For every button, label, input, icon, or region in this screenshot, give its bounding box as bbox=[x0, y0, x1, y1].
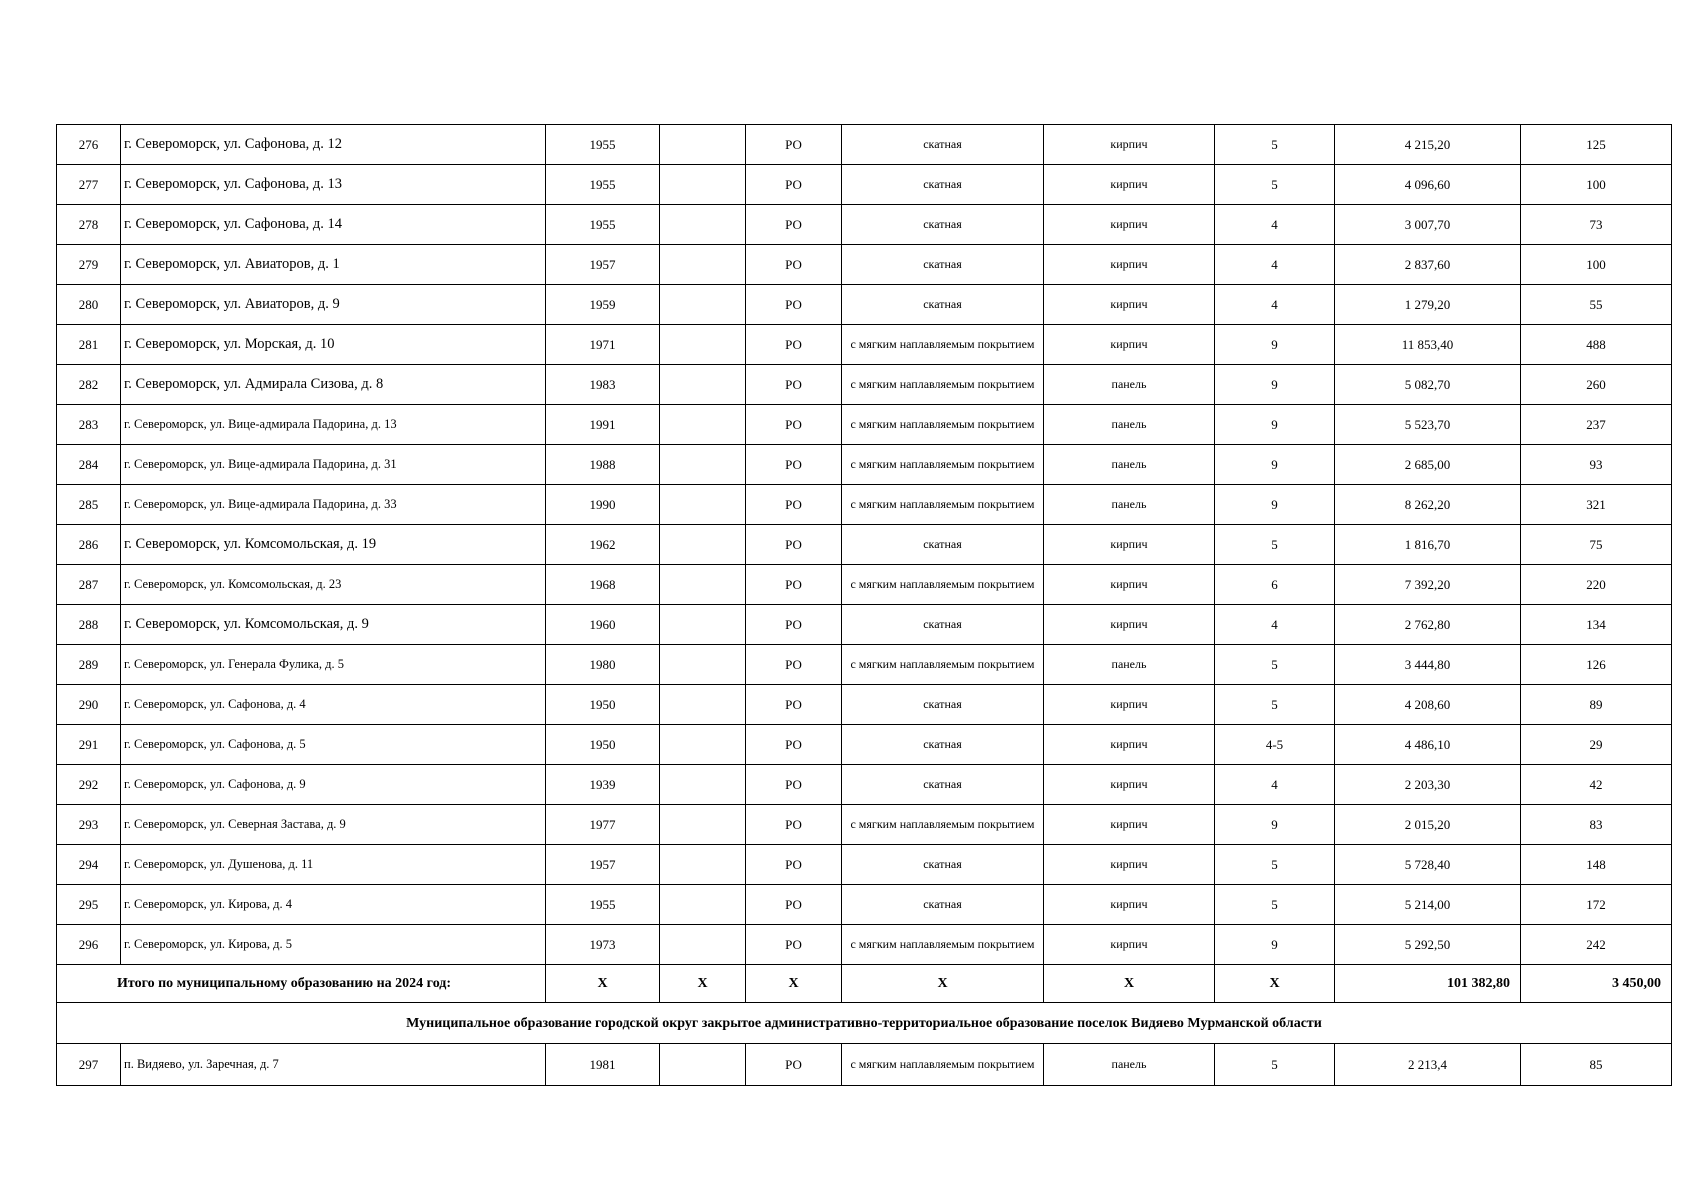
cell-number: 276 bbox=[57, 125, 121, 165]
cell-blank bbox=[660, 925, 746, 965]
table-row bbox=[57, 1044, 1672, 1086]
cell-blank bbox=[660, 845, 746, 885]
cell-floors: 9 bbox=[1215, 325, 1335, 365]
cell-number: 290 bbox=[57, 685, 121, 725]
total-residents: 3 450,00 bbox=[1521, 965, 1672, 1003]
cell-address: г. Североморск, ул. Кирова, д. 4 bbox=[121, 885, 546, 925]
cell-method: РО bbox=[746, 325, 842, 365]
cell-roof: с мягким наплавляемым покрытием bbox=[842, 325, 1044, 365]
cell-number: 284 bbox=[57, 445, 121, 485]
cell-floors: 5 bbox=[1215, 525, 1335, 565]
table-row bbox=[57, 125, 1672, 165]
cell-blank bbox=[660, 125, 746, 165]
cell-residents: 75 bbox=[1521, 525, 1672, 565]
cell-residents: 321 bbox=[1521, 485, 1672, 525]
cell-floors: 4 bbox=[1215, 605, 1335, 645]
cell-wall: панель bbox=[1044, 645, 1215, 685]
cell-floors: 9 bbox=[1215, 485, 1335, 525]
total-label: Итого по муниципальному образованию на 2024 год: bbox=[57, 965, 546, 1003]
cell-floors: 4 bbox=[1215, 245, 1335, 285]
cell-floors: 6 bbox=[1215, 565, 1335, 605]
cell-method: РО bbox=[746, 165, 842, 205]
table-row bbox=[57, 405, 1672, 445]
cell-roof: скатная bbox=[842, 725, 1044, 765]
cell-method: РО bbox=[746, 685, 842, 725]
cell-roof: с мягким наплавляемым покрытием bbox=[842, 925, 1044, 965]
cell-area: 1 279,20 bbox=[1335, 285, 1521, 325]
cell-floors: 4 bbox=[1215, 765, 1335, 805]
cell-residents: 126 bbox=[1521, 645, 1672, 685]
cell-method: РО bbox=[746, 725, 842, 765]
cell-address: г. Североморск, ул. Северная Застава, д. 9 bbox=[121, 805, 546, 845]
total-x-wall: X bbox=[1044, 965, 1215, 1003]
cell-method: РО bbox=[746, 525, 842, 565]
cell-wall: кирпич bbox=[1044, 245, 1215, 285]
cell-address: г. Североморск, ул. Авиаторов, д. 9 bbox=[121, 285, 546, 325]
cell-residents: 89 bbox=[1521, 685, 1672, 725]
cell-method: РО bbox=[746, 365, 842, 405]
cell-floors: 9 bbox=[1215, 405, 1335, 445]
cell-area: 2 203,30 bbox=[1335, 765, 1521, 805]
cell-floors: 4-5 bbox=[1215, 725, 1335, 765]
cell-residents: 83 bbox=[1521, 805, 1672, 845]
cell-address: г. Североморск, ул. Адмирала Сизова, д. 8 bbox=[121, 365, 546, 405]
table-row bbox=[57, 605, 1672, 645]
cell-area: 2 015,20 bbox=[1335, 805, 1521, 845]
cell-floors: 5 bbox=[1215, 125, 1335, 165]
cell-address: г. Североморск, ул. Вице-адмирала Падорина, д. 33 bbox=[121, 485, 546, 525]
cell-floors: 4 bbox=[1215, 285, 1335, 325]
cell-address: г. Североморск, ул. Сафонова, д. 13 bbox=[121, 165, 546, 205]
table-row bbox=[57, 165, 1672, 205]
table-row bbox=[57, 245, 1672, 285]
cell-address: п. Видяево, ул. Заречная, д. 7 bbox=[121, 1044, 546, 1086]
cell-wall: кирпич bbox=[1044, 325, 1215, 365]
cell-area: 4 208,60 bbox=[1335, 685, 1521, 725]
cell-floors: 9 bbox=[1215, 445, 1335, 485]
cell-address: г. Североморск, ул. Душенова, д. 11 bbox=[121, 845, 546, 885]
table-row bbox=[57, 685, 1672, 725]
cell-number: 283 bbox=[57, 405, 121, 445]
housing-table bbox=[56, 124, 1672, 1086]
cell-number: 279 bbox=[57, 245, 121, 285]
cell-wall: кирпич bbox=[1044, 685, 1215, 725]
cell-year: 1962 bbox=[546, 525, 660, 565]
table-row bbox=[57, 725, 1672, 765]
cell-blank bbox=[660, 445, 746, 485]
cell-blank bbox=[660, 1044, 746, 1086]
cell-floors: 5 bbox=[1215, 645, 1335, 685]
cell-floors: 9 bbox=[1215, 365, 1335, 405]
cell-number: 278 bbox=[57, 205, 121, 245]
cell-number: 293 bbox=[57, 805, 121, 845]
cell-roof: с мягким наплавляемым покрытием bbox=[842, 645, 1044, 685]
cell-year: 1973 bbox=[546, 925, 660, 965]
cell-area: 5 523,70 bbox=[1335, 405, 1521, 445]
cell-address: г. Североморск, ул. Авиаторов, д. 1 bbox=[121, 245, 546, 285]
total-area: 101 382,80 bbox=[1335, 965, 1521, 1003]
cell-year: 1968 bbox=[546, 565, 660, 605]
cell-roof: скатная bbox=[842, 165, 1044, 205]
cell-method: РО bbox=[746, 765, 842, 805]
cell-wall: панель bbox=[1044, 445, 1215, 485]
cell-roof: скатная bbox=[842, 525, 1044, 565]
cell-residents: 100 bbox=[1521, 165, 1672, 205]
cell-residents: 172 bbox=[1521, 885, 1672, 925]
cell-roof: с мягким наплавляемым покрытием bbox=[842, 485, 1044, 525]
cell-area: 3 007,70 bbox=[1335, 205, 1521, 245]
cell-wall: кирпич bbox=[1044, 845, 1215, 885]
cell-roof: с мягким наплавляемым покрытием bbox=[842, 565, 1044, 605]
cell-area: 2 213,4 bbox=[1335, 1044, 1521, 1086]
cell-year: 1977 bbox=[546, 805, 660, 845]
cell-residents: 242 bbox=[1521, 925, 1672, 965]
cell-floors: 9 bbox=[1215, 805, 1335, 845]
cell-floors: 5 bbox=[1215, 845, 1335, 885]
cell-address: г. Североморск, ул. Сафонова, д. 9 bbox=[121, 765, 546, 805]
cell-year: 1955 bbox=[546, 205, 660, 245]
cell-roof: с мягким наплавляемым покрытием bbox=[842, 805, 1044, 845]
cell-roof: скатная bbox=[842, 845, 1044, 885]
cell-number: 291 bbox=[57, 725, 121, 765]
cell-area: 5 214,00 bbox=[1335, 885, 1521, 925]
cell-wall: кирпич bbox=[1044, 885, 1215, 925]
cell-blank bbox=[660, 405, 746, 445]
cell-wall: кирпич bbox=[1044, 765, 1215, 805]
cell-year: 1950 bbox=[546, 725, 660, 765]
cell-residents: 488 bbox=[1521, 325, 1672, 365]
cell-blank bbox=[660, 325, 746, 365]
cell-wall: кирпич bbox=[1044, 565, 1215, 605]
cell-number: 281 bbox=[57, 325, 121, 365]
cell-address: г. Североморск, ул. Вице-адмирала Падорина, д. 31 bbox=[121, 445, 546, 485]
cell-year: 1971 bbox=[546, 325, 660, 365]
cell-year: 1957 bbox=[546, 245, 660, 285]
cell-number: 292 bbox=[57, 765, 121, 805]
cell-address: г. Североморск, ул. Вице-адмирала Падорина, д. 13 bbox=[121, 405, 546, 445]
cell-method: РО bbox=[746, 1044, 842, 1086]
cell-roof: с мягким наплавляемым покрытием bbox=[842, 365, 1044, 405]
cell-roof: скатная bbox=[842, 685, 1044, 725]
cell-residents: 42 bbox=[1521, 765, 1672, 805]
cell-roof: скатная bbox=[842, 205, 1044, 245]
table-row bbox=[57, 205, 1672, 245]
cell-address: г. Североморск, ул. Комсомольская, д. 23 bbox=[121, 565, 546, 605]
cell-residents: 260 bbox=[1521, 365, 1672, 405]
cell-blank bbox=[660, 765, 746, 805]
table-row bbox=[57, 765, 1672, 805]
cell-area: 5 292,50 bbox=[1335, 925, 1521, 965]
table-row bbox=[57, 805, 1672, 845]
cell-method: РО bbox=[746, 885, 842, 925]
cell-wall: кирпич bbox=[1044, 125, 1215, 165]
cell-blank bbox=[660, 285, 746, 325]
cell-year: 1980 bbox=[546, 645, 660, 685]
table-row bbox=[57, 365, 1672, 405]
cell-number: 277 bbox=[57, 165, 121, 205]
cell-residents: 93 bbox=[1521, 445, 1672, 485]
cell-year: 1957 bbox=[546, 845, 660, 885]
cell-wall: кирпич bbox=[1044, 285, 1215, 325]
cell-roof: скатная bbox=[842, 285, 1044, 325]
cell-wall: кирпич bbox=[1044, 165, 1215, 205]
cell-method: РО bbox=[746, 445, 842, 485]
cell-roof: с мягким наплавляемым покрытием bbox=[842, 1044, 1044, 1086]
cell-year: 1960 bbox=[546, 605, 660, 645]
cell-year: 1959 bbox=[546, 285, 660, 325]
cell-year: 1981 bbox=[546, 1044, 660, 1086]
cell-area: 8 262,20 bbox=[1335, 485, 1521, 525]
cell-residents: 29 bbox=[1521, 725, 1672, 765]
cell-number: 296 bbox=[57, 925, 121, 965]
cell-wall: панель bbox=[1044, 365, 1215, 405]
cell-address: г. Североморск, ул. Морская, д. 10 bbox=[121, 325, 546, 365]
cell-residents: 148 bbox=[1521, 845, 1672, 885]
cell-floors: 4 bbox=[1215, 205, 1335, 245]
table-row bbox=[57, 845, 1672, 885]
cell-area: 2 837,60 bbox=[1335, 245, 1521, 285]
cell-blank bbox=[660, 885, 746, 925]
cell-method: РО bbox=[746, 805, 842, 845]
cell-blank bbox=[660, 605, 746, 645]
cell-blank bbox=[660, 525, 746, 565]
cell-floors: 5 bbox=[1215, 685, 1335, 725]
cell-roof: скатная bbox=[842, 245, 1044, 285]
cell-roof: с мягким наплавляемым покрытием bbox=[842, 445, 1044, 485]
cell-residents: 100 bbox=[1521, 245, 1672, 285]
cell-number: 280 bbox=[57, 285, 121, 325]
total-x-method: X bbox=[746, 965, 842, 1003]
cell-blank bbox=[660, 725, 746, 765]
cell-method: РО bbox=[746, 485, 842, 525]
cell-floors: 5 bbox=[1215, 165, 1335, 205]
cell-year: 1955 bbox=[546, 885, 660, 925]
table-row bbox=[57, 285, 1672, 325]
cell-area: 7 392,20 bbox=[1335, 565, 1521, 605]
cell-number: 285 bbox=[57, 485, 121, 525]
cell-area: 11 853,40 bbox=[1335, 325, 1521, 365]
cell-roof: скатная bbox=[842, 125, 1044, 165]
table-row bbox=[57, 325, 1672, 365]
cell-number: 282 bbox=[57, 365, 121, 405]
table-row bbox=[57, 925, 1672, 965]
cell-wall: кирпич bbox=[1044, 925, 1215, 965]
section-row bbox=[57, 1003, 1672, 1044]
section-title: Муниципальное образование городской округ закрытое административно-территориальное образование поселок Видяево Мурманской области bbox=[57, 1003, 1672, 1044]
cell-method: РО bbox=[746, 125, 842, 165]
cell-roof: скатная bbox=[842, 765, 1044, 805]
cell-year: 1988 bbox=[546, 445, 660, 485]
cell-roof: скатная bbox=[842, 605, 1044, 645]
cell-method: РО bbox=[746, 605, 842, 645]
cell-number: 289 bbox=[57, 645, 121, 685]
cell-area: 5 728,40 bbox=[1335, 845, 1521, 885]
cell-number: 287 bbox=[57, 565, 121, 605]
cell-residents: 125 bbox=[1521, 125, 1672, 165]
cell-blank bbox=[660, 485, 746, 525]
table-row bbox=[57, 445, 1672, 485]
cell-address: г. Североморск, ул. Комсомольская, д. 9 bbox=[121, 605, 546, 645]
cell-blank bbox=[660, 245, 746, 285]
cell-year: 1990 bbox=[546, 485, 660, 525]
cell-method: РО bbox=[746, 205, 842, 245]
total-x-floors: X bbox=[1215, 965, 1335, 1003]
cell-floors: 5 bbox=[1215, 1044, 1335, 1086]
cell-blank bbox=[660, 365, 746, 405]
cell-area: 3 444,80 bbox=[1335, 645, 1521, 685]
cell-year: 1955 bbox=[546, 165, 660, 205]
total-x-roof: X bbox=[842, 965, 1044, 1003]
table-row bbox=[57, 645, 1672, 685]
cell-residents: 55 bbox=[1521, 285, 1672, 325]
cell-wall: панель bbox=[1044, 405, 1215, 445]
cell-address: г. Североморск, ул. Сафонова, д. 5 bbox=[121, 725, 546, 765]
total-x-year: X bbox=[546, 965, 660, 1003]
cell-year: 1955 bbox=[546, 125, 660, 165]
cell-method: РО bbox=[746, 925, 842, 965]
table-body bbox=[57, 125, 1672, 1086]
cell-floors: 9 bbox=[1215, 925, 1335, 965]
cell-area: 4 096,60 bbox=[1335, 165, 1521, 205]
cell-address: г. Североморск, ул. Сафонова, д. 12 bbox=[121, 125, 546, 165]
cell-year: 1983 bbox=[546, 365, 660, 405]
total-row bbox=[57, 965, 1672, 1003]
cell-number: 288 bbox=[57, 605, 121, 645]
cell-roof: с мягким наплавляемым покрытием bbox=[842, 405, 1044, 445]
cell-area: 5 082,70 bbox=[1335, 365, 1521, 405]
cell-area: 1 816,70 bbox=[1335, 525, 1521, 565]
cell-blank bbox=[660, 685, 746, 725]
cell-residents: 134 bbox=[1521, 605, 1672, 645]
cell-wall: панель bbox=[1044, 1044, 1215, 1086]
cell-number: 297 bbox=[57, 1044, 121, 1086]
cell-area: 2 685,00 bbox=[1335, 445, 1521, 485]
cell-residents: 73 bbox=[1521, 205, 1672, 245]
cell-method: РО bbox=[746, 645, 842, 685]
cell-method: РО bbox=[746, 565, 842, 605]
cell-residents: 85 bbox=[1521, 1044, 1672, 1086]
cell-blank bbox=[660, 645, 746, 685]
cell-residents: 220 bbox=[1521, 565, 1672, 605]
cell-year: 1950 bbox=[546, 685, 660, 725]
cell-address: г. Североморск, ул. Сафонова, д. 4 bbox=[121, 685, 546, 725]
cell-year: 1939 bbox=[546, 765, 660, 805]
cell-address: г. Североморск, ул. Генерала Фулика, д. 5 bbox=[121, 645, 546, 685]
cell-method: РО bbox=[746, 285, 842, 325]
table-row bbox=[57, 525, 1672, 565]
cell-wall: кирпич bbox=[1044, 525, 1215, 565]
cell-residents: 237 bbox=[1521, 405, 1672, 445]
cell-wall: кирпич bbox=[1044, 805, 1215, 845]
cell-year: 1991 bbox=[546, 405, 660, 445]
cell-area: 2 762,80 bbox=[1335, 605, 1521, 645]
cell-roof: скатная bbox=[842, 885, 1044, 925]
cell-number: 286 bbox=[57, 525, 121, 565]
table-row bbox=[57, 885, 1672, 925]
cell-wall: кирпич bbox=[1044, 605, 1215, 645]
cell-number: 295 bbox=[57, 885, 121, 925]
cell-method: РО bbox=[746, 245, 842, 285]
cell-address: г. Североморск, ул. Кирова, д. 5 bbox=[121, 925, 546, 965]
cell-wall: кирпич bbox=[1044, 725, 1215, 765]
cell-area: 4 215,20 bbox=[1335, 125, 1521, 165]
cell-area: 4 486,10 bbox=[1335, 725, 1521, 765]
cell-blank bbox=[660, 165, 746, 205]
cell-address: г. Североморск, ул. Сафонова, д. 14 bbox=[121, 205, 546, 245]
cell-blank bbox=[660, 805, 746, 845]
cell-floors: 5 bbox=[1215, 885, 1335, 925]
table-row bbox=[57, 485, 1672, 525]
cell-wall: кирпич bbox=[1044, 205, 1215, 245]
cell-number: 294 bbox=[57, 845, 121, 885]
cell-wall: панель bbox=[1044, 485, 1215, 525]
cell-blank bbox=[660, 565, 746, 605]
cell-method: РО bbox=[746, 845, 842, 885]
cell-address: г. Североморск, ул. Комсомольская, д. 19 bbox=[121, 525, 546, 565]
total-x-blank: X bbox=[660, 965, 746, 1003]
cell-blank bbox=[660, 205, 746, 245]
cell-method: РО bbox=[746, 405, 842, 445]
table-row bbox=[57, 565, 1672, 605]
